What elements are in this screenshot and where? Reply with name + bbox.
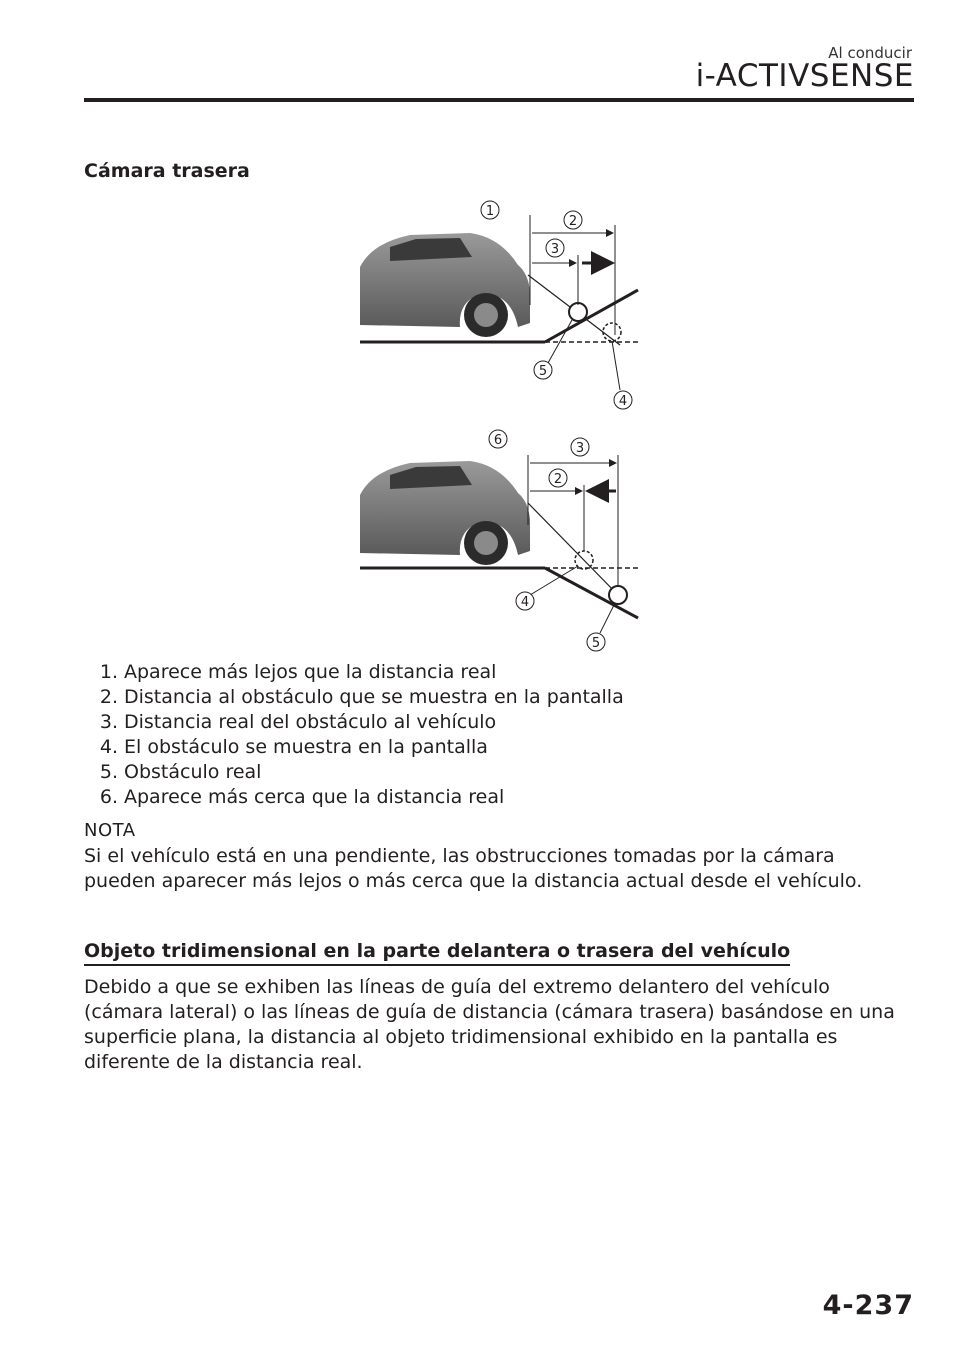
callout-1: 1 <box>485 204 495 219</box>
page-number: 4-237 <box>822 1290 914 1321</box>
callout-5: 5 <box>538 364 548 379</box>
callout-6: 6 <box>493 433 503 448</box>
callout-3: 3 <box>575 441 585 456</box>
legend-list <box>84 660 624 810</box>
note-text: Si el vehículo está en una pendiente, las obstrucciones tomadas por la cámara pueden aparecer más lejos o más cerca que la distancia actual desde el vehículo. <box>84 845 863 892</box>
callout-2: 2 <box>553 472 563 487</box>
callout-4: 4 <box>520 595 530 610</box>
header-rule <box>84 98 914 102</box>
subsection-title: Cámara trasera <box>84 160 250 182</box>
section-heading: Objeto tridimensional en la parte delantera o trasera del vehículo <box>84 940 790 966</box>
callout-3: 3 <box>550 242 560 257</box>
header-chapter-title: i-ACTIVSENSE <box>695 58 914 94</box>
car-image <box>360 233 530 337</box>
note-label: NOTA <box>84 820 136 841</box>
legend-item: 2. Distancia al obstáculo que se muestra en la pantalla <box>99 686 624 708</box>
figure-uphill-diagram <box>350 195 650 415</box>
legend-item: 1. Aparece más lejos que la distancia real <box>99 661 497 683</box>
legend-item: 5. Obstáculo real <box>99 761 262 783</box>
legend-item: 3. Distancia real del obstáculo al vehículo <box>99 711 497 733</box>
section-body: Debido a que se exhiben las líneas de guía del extremo delantero del vehículo (cámara lateral) o las líneas de guía de distancia (cámara trasera) basándose en una superficie plana, la distancia al objeto tridimensional exhibido en la pantalla es diferente de la distancia real. <box>84 976 895 1073</box>
legend-item: 6. Aparece más cerca que la distancia real <box>99 786 505 808</box>
callout-2: 2 <box>568 214 578 229</box>
callout-5: 5 <box>591 636 601 651</box>
header-section-label: Al conducir <box>828 44 912 62</box>
car-image <box>360 461 530 565</box>
legend-item: 4. El obstáculo se muestra en la pantalla <box>99 736 488 758</box>
callout-4: 4 <box>618 394 628 409</box>
figure-downhill-diagram <box>350 425 650 657</box>
